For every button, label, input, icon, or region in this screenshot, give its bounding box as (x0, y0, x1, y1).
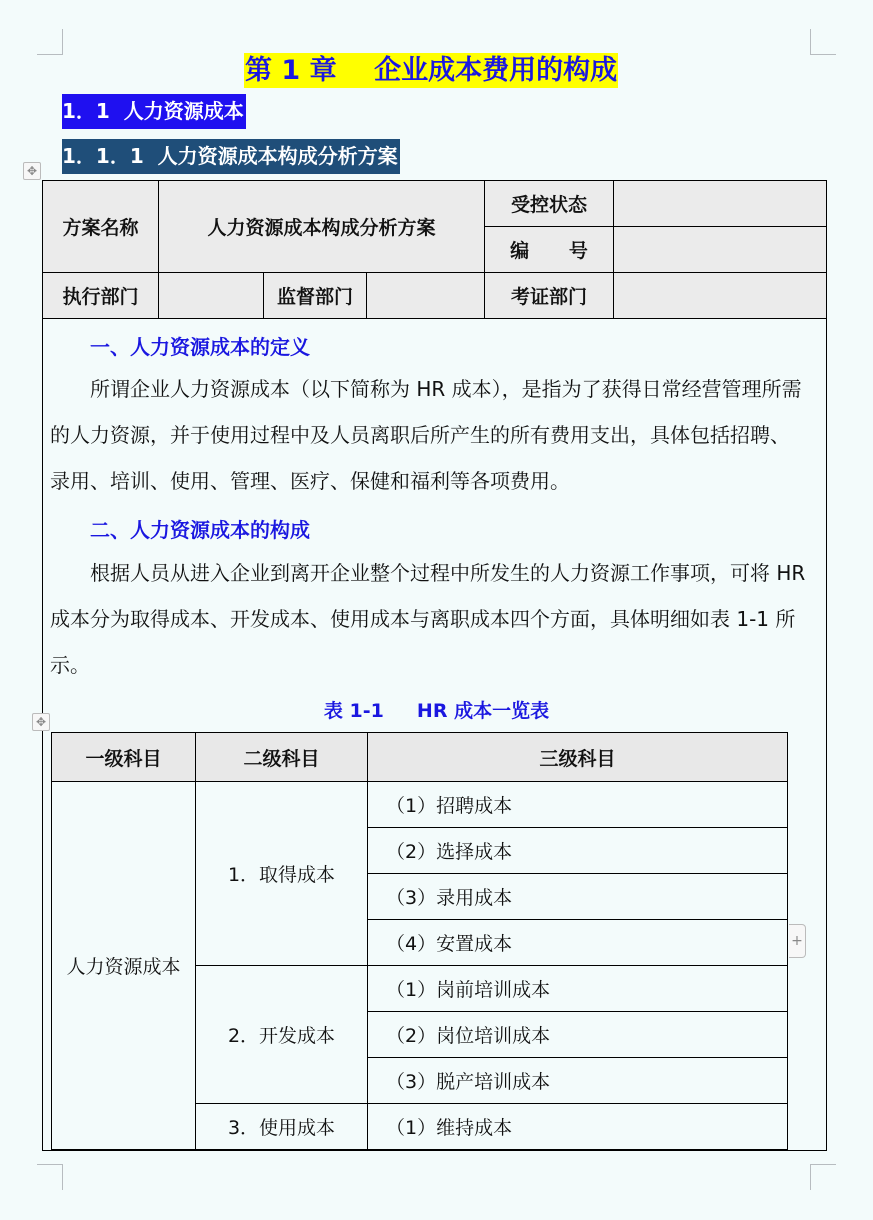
verify-dept-value[interactable] (614, 273, 827, 319)
page-corner-mark (37, 29, 63, 55)
plan-info-table (42, 180, 827, 319)
page-corner-mark (37, 1164, 63, 1190)
number-label: 编 号 (485, 227, 614, 273)
composition-paragraph (50, 550, 820, 688)
paragraph-line: 所谓企业人力资源成本（以下简称为 HR 成本），是指为了获得日常经营管理所需 (90, 377, 802, 401)
level3-cell: （1）招聘成本 (368, 782, 788, 828)
section-heading: 1．1 人力资源成本 (62, 94, 246, 129)
table-caption: 表 1-1 HR 成本一览表 (323, 700, 550, 722)
page-corner-mark (810, 29, 836, 55)
level3-cell: （1）维持成本 (368, 1104, 788, 1150)
table-header-row (52, 733, 788, 782)
control-status-label: 受控状态 (485, 181, 614, 227)
hr-cost-table (51, 732, 788, 1150)
paragraph-line: 成本分为取得成本、开发成本、使用成本与离职成本四个方面，具体明细如表 1-1 所 (50, 607, 796, 631)
table-row (52, 782, 788, 828)
chapter-title: 第 1 章 企业成本费用的构成 (245, 55, 618, 86)
exec-dept-value[interactable] (159, 273, 264, 319)
table-move-handle-icon[interactable]: ✥ (23, 162, 41, 180)
definition-paragraph (50, 366, 820, 504)
section-title-definition: 一、人力资源成本的定义 (90, 335, 310, 359)
header-level1: 一级科目 (52, 733, 196, 782)
table-move-handle-icon[interactable]: ✥ (32, 713, 50, 731)
level2-cell: 1．取得成本 (196, 782, 368, 966)
level2-cell: 3．使用成本 (196, 1104, 368, 1150)
control-status-value[interactable] (614, 181, 827, 227)
header-level3: 三级科目 (368, 733, 788, 782)
plan-name-value[interactable]: 人力资源成本构成分析方案 (159, 181, 485, 273)
header-level2: 二级科目 (196, 733, 368, 782)
paragraph-line: 录用、培训、使用、管理、医疗、保健和福利等各项费用。 (50, 469, 570, 493)
verify-dept-label: 考证部门 (485, 273, 614, 319)
level3-cell: （1）岗前培训成本 (368, 966, 788, 1012)
level3-cell: （2）选择成本 (368, 828, 788, 874)
exec-dept-label: 执行部门 (43, 273, 159, 319)
number-value[interactable] (614, 227, 827, 273)
subsection-heading: 1．1．1 人力资源成本构成分析方案 (62, 139, 400, 174)
section-title-composition: 二、人力资源成本的构成 (90, 518, 310, 542)
level1-cell: 人力资源成本 (52, 782, 196, 1150)
supervise-dept-label: 监督部门 (264, 273, 367, 319)
level2-cell: 2．开发成本 (196, 966, 368, 1104)
level3-cell: （2）岗位培训成本 (368, 1012, 788, 1058)
level3-cell: （4）安置成本 (368, 920, 788, 966)
paragraph-line: 示。 (50, 653, 90, 677)
add-row-button[interactable]: + (789, 924, 806, 958)
level3-cell: （3）录用成本 (368, 874, 788, 920)
plan-name-label: 方案名称 (43, 181, 159, 273)
level3-cell: （3）脱产培训成本 (368, 1058, 788, 1104)
paragraph-line: 根据人员从进入企业到离开企业整个过程中所发生的人力资源工作事项，可将 HR (90, 561, 806, 585)
paragraph-line: 的人力资源，并于使用过程中及人员离职后所产生的所有费用支出，具体包括招聘、 (50, 423, 790, 447)
page-corner-mark (810, 1164, 836, 1190)
supervise-dept-value[interactable] (367, 273, 485, 319)
